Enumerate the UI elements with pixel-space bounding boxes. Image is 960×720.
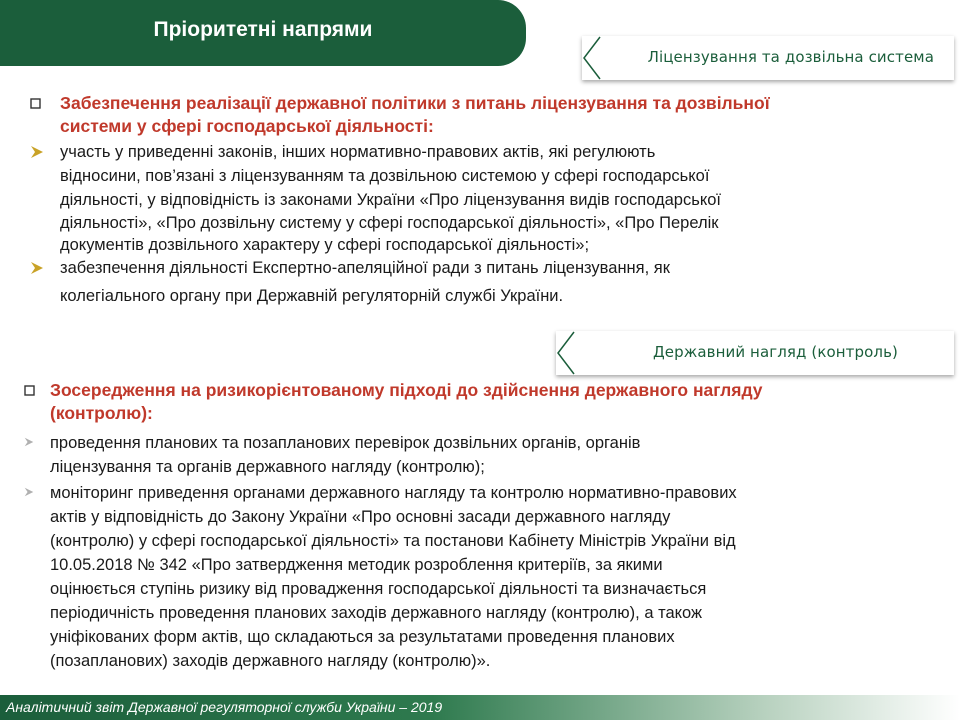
- section-heading-line: (контролю):: [50, 403, 153, 423]
- bullet-line: колегіального органу при Державній регуляторній службі України.: [60, 287, 564, 305]
- bullet-line: (позапланових) заходів державного нагляду (контролю)».: [50, 652, 491, 670]
- footer-text: Аналітичний звіт Державної регуляторної служби України – 2019: [6, 699, 443, 715]
- bullet-line: моніторинг приведення органами державного нагляду та контролю нормативно-правових: [50, 484, 737, 502]
- page-title: Пріоритетні напрями: [153, 18, 373, 41]
- bullet-line: ліцензування та органів державного нагляду (контролю);: [50, 458, 485, 476]
- bullet-line: діяльності», «Про дозвільну систему у сфері господарської діяльності», «Про Перелік: [60, 214, 719, 232]
- title-banner: [0, 0, 526, 66]
- section-tab-label: Державний нагляд (контроль): [652, 343, 898, 361]
- arrowhead-bullet-icon: [30, 261, 44, 275]
- bullet-line: діяльності, у відповідність із законами України «Про ліцензування видів господарської: [60, 191, 721, 209]
- list-item: [0, 140, 960, 256]
- section-heading-line: Забезпечення реалізації державної політики з питань ліцензування та дозвільної: [60, 93, 770, 113]
- section-tab-licensing: [582, 36, 954, 80]
- footer-bar: [0, 695, 960, 720]
- bullet-line: 10.05.2018 № 342 «Про затвердження методик розроблення критеріїв, за якими: [50, 556, 663, 574]
- arrowhead-bullet-icon: [30, 145, 44, 159]
- bullet-line: участь у приведенні законів, інших нормативно-правових актів, які регулюють: [60, 143, 656, 161]
- section-licensing: [0, 92, 960, 308]
- section-heading: [0, 379, 960, 425]
- section-heading-line: Зосередження на ризикорієнтованому підході до здійснення державного нагляду: [50, 380, 763, 400]
- bullet-line: актів у відповідність до Закону України «Про основні засади державного нагляду: [50, 508, 671, 526]
- list-item: [0, 256, 960, 308]
- bullet-line: періодичність проведення планових заходів державного нагляду (контролю), а також: [50, 604, 703, 622]
- bullet-line: оцінюється ступінь ризику від провадження господарської діяльності та визначається: [50, 580, 707, 598]
- bullet-line: документів дозвільного характеру у сфері господарської діяльності»;: [60, 236, 590, 254]
- bullet-line: уніфікованих форм актів, що складаються за результатами проведення планових: [50, 628, 675, 646]
- section-heading: [0, 92, 960, 138]
- section-tab-label: Ліцензування та дозвільна система: [647, 48, 934, 66]
- bullet-line: забезпечення діяльності Експертно-апеляційної ради з питань ліцензування, як: [60, 259, 670, 277]
- checkbox-square-icon: [24, 385, 36, 397]
- bullet-line: проведення планових та позапланових перевірок дозвільних органів, органів: [50, 434, 641, 452]
- section-heading-line: системи у сфері господарської діяльності:: [60, 116, 434, 136]
- section-tab-supervision: [556, 331, 954, 375]
- bullet-line: відносини, пов’язані з ліцензуванням та дозвільною системою у сфері господарської: [60, 167, 710, 185]
- bullet-line: (контролю) у сфері господарської діяльності» та постанови Кабінету Міністрів України від: [50, 532, 736, 550]
- checkbox-square-icon: [30, 98, 42, 110]
- section-supervision: [0, 379, 960, 673]
- arrowhead-bullet-icon: [24, 437, 34, 447]
- list-item: [0, 431, 960, 479]
- list-item: [0, 481, 960, 673]
- arrowhead-bullet-icon: [24, 487, 34, 497]
